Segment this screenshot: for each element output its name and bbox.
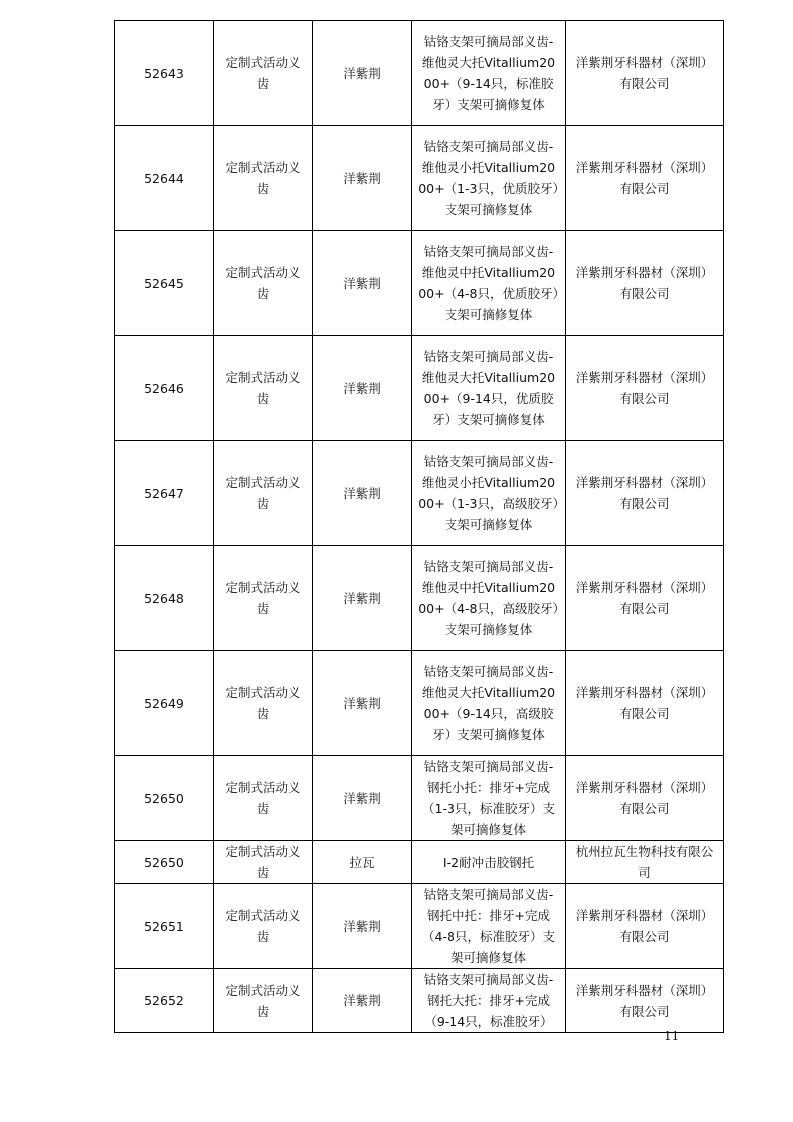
- table-row: [115, 126, 724, 231]
- product-name-cell: 钴铬支架可摘局部义齿-维他灵中托Vitallium2000+（4-8只，优质胶牙）支架可摘修复体: [412, 231, 566, 336]
- table-row: [115, 441, 724, 546]
- table-row: [115, 231, 724, 336]
- product-code-cell: 52650: [115, 841, 214, 884]
- category-cell: 定制式活动义齿: [214, 651, 313, 756]
- table-row: [115, 651, 724, 756]
- category-cell: 定制式活动义齿: [214, 231, 313, 336]
- table-row: [115, 21, 724, 126]
- product-name-cell: 钴铬支架可摘局部义齿-维他灵小托Vitallium2000+（1-3只，高级胶牙）支架可摘修复体: [412, 441, 566, 546]
- manufacturer-cell: 杭州拉瓦生物科技有限公司: [566, 841, 724, 884]
- product-name-cell: 钴铬支架可摘局部义齿-钢托大托：排牙+完成（9-14只，标准胶牙）: [412, 969, 566, 1033]
- brand-cell: 洋紫荆: [313, 441, 412, 546]
- page-number: 11: [664, 1029, 680, 1043]
- brand-cell: 拉瓦: [313, 841, 412, 884]
- category-cell: 定制式活动义齿: [214, 336, 313, 441]
- product-code-cell: 52651: [115, 884, 214, 969]
- product-code-cell: 52643: [115, 21, 214, 126]
- product-name-cell: 钴铬支架可摘局部义齿-维他灵小托Vitallium2000+（1-3只，优质胶牙）支架可摘修复体: [412, 126, 566, 231]
- product-name-cell: 钴铬支架可摘局部义齿-钢托中托：排牙+完成（4-8只，标准胶牙）支架可摘修复体: [412, 884, 566, 969]
- product-code-cell: 52648: [115, 546, 214, 651]
- manufacturer-cell: 洋紫荆牙科器材（深圳）有限公司: [566, 21, 724, 126]
- product-name-cell: 钴铬支架可摘局部义齿-维他灵大托Vitallium2000+（9-14只，高级胶牙）支架可摘修复体: [412, 651, 566, 756]
- brand-cell: 洋紫荆: [313, 969, 412, 1033]
- product-code-cell: 52652: [115, 969, 214, 1033]
- manufacturer-cell: 洋紫荆牙科器材（深圳）有限公司: [566, 126, 724, 231]
- manufacturer-cell: 洋紫荆牙科器材（深圳）有限公司: [566, 969, 724, 1033]
- manufacturer-cell: 洋紫荆牙科器材（深圳）有限公司: [566, 756, 724, 841]
- manufacturer-cell: 洋紫荆牙科器材（深圳）有限公司: [566, 336, 724, 441]
- product-code-cell: 52647: [115, 441, 214, 546]
- brand-cell: 洋紫荆: [313, 756, 412, 841]
- table-row: [115, 884, 724, 969]
- brand-cell: 洋紫荆: [313, 126, 412, 231]
- table-row: [115, 841, 724, 884]
- category-cell: 定制式活动义齿: [214, 441, 313, 546]
- brand-cell: 洋紫荆: [313, 546, 412, 651]
- product-code-cell: 52644: [115, 126, 214, 231]
- product-name-cell: 钴铬支架可摘局部义齿-钢托小托：排牙+完成（1-3只，标准胶牙）支架可摘修复体: [412, 756, 566, 841]
- product-name-cell: 钴铬支架可摘局部义齿-维他灵中托Vitallium2000+（4-8只，高级胶牙）支架可摘修复体: [412, 546, 566, 651]
- category-cell: 定制式活动义齿: [214, 841, 313, 884]
- manufacturer-cell: 洋紫荆牙科器材（深圳）有限公司: [566, 884, 724, 969]
- product-code-cell: 52645: [115, 231, 214, 336]
- brand-cell: 洋紫荆: [313, 336, 412, 441]
- product-table: [114, 20, 724, 1033]
- product-code-cell: 52649: [115, 651, 214, 756]
- table-row: [115, 336, 724, 441]
- table-row: [115, 969, 724, 1033]
- product-name-cell: I-2耐冲击胶钢托: [412, 841, 566, 884]
- product-name-cell: 钴铬支架可摘局部义齿-维他灵大托Vitallium2000+（9-14只，优质胶牙）支架可摘修复体: [412, 336, 566, 441]
- category-cell: 定制式活动义齿: [214, 756, 313, 841]
- manufacturer-cell: 洋紫荆牙科器材（深圳）有限公司: [566, 231, 724, 336]
- category-cell: 定制式活动义齿: [214, 969, 313, 1033]
- manufacturer-cell: 洋紫荆牙科器材（深圳）有限公司: [566, 651, 724, 756]
- brand-cell: 洋紫荆: [313, 21, 412, 126]
- category-cell: 定制式活动义齿: [214, 884, 313, 969]
- table-row: [115, 756, 724, 841]
- category-cell: 定制式活动义齿: [214, 21, 313, 126]
- table-row: [115, 546, 724, 651]
- brand-cell: 洋紫荆: [313, 231, 412, 336]
- brand-cell: 洋紫荆: [313, 651, 412, 756]
- product-code-cell: 52650: [115, 756, 214, 841]
- manufacturer-cell: 洋紫荆牙科器材（深圳）有限公司: [566, 546, 724, 651]
- product-name-cell: 钴铬支架可摘局部义齿-维他灵大托Vitallium2000+（9-14只，标准胶牙）支架可摘修复体: [412, 21, 566, 126]
- brand-cell: 洋紫荆: [313, 884, 412, 969]
- category-cell: 定制式活动义齿: [214, 126, 313, 231]
- product-code-cell: 52646: [115, 336, 214, 441]
- manufacturer-cell: 洋紫荆牙科器材（深圳）有限公司: [566, 441, 724, 546]
- category-cell: 定制式活动义齿: [214, 546, 313, 651]
